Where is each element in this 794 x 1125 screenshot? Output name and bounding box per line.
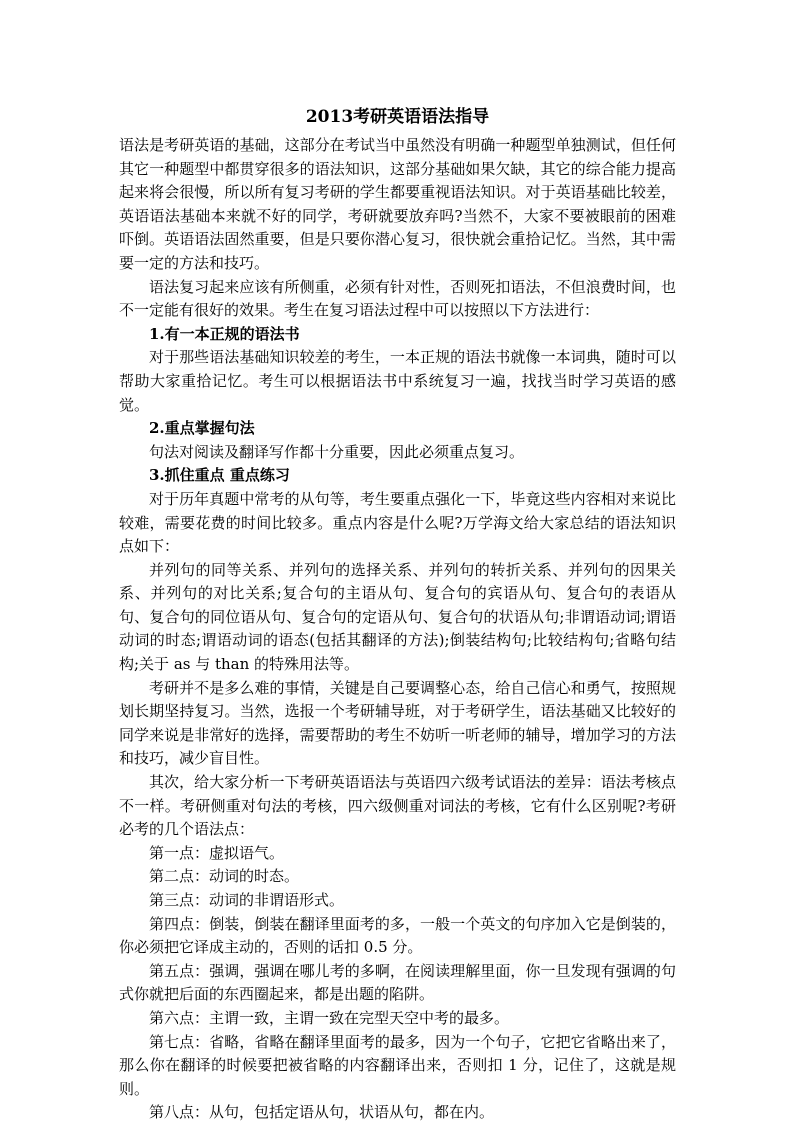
grammar-point-4: 第四点：倒装，倒装在翻译里面考的多，一般一个英文的句序加入它是倒装的，你必须把它译成主动的，否则的话扣 0.5 分。	[119, 914, 676, 957]
body-paragraph: 并列句的同等关系、并列句的选择关系、并列句的转折关系、并列句的因果关系、并列句的对比关系;复合句的主语从句、复合句的宾语从句、复合句的表语从句、复合句的同位语从句、复合句的定语从句、复合句的状语从句;非谓语动词;谓语动词的时态;谓语动词的语态(包括其翻译的方法);倒装结构句;比较结构句;省略句结构;关于 as 与 than 的特殊用法等。	[119, 560, 676, 674]
grammar-point-8: 第八点：从句，包括定语从句，状语从句，都在内。	[149, 1103, 495, 1122]
intro-paragraph: 语法是考研英语的基础，这部分在考试当中虽然没有明确一种题型单独测试，但任何其它一种题型中都贯穿很多的语法知识，这部分基础如果欠缺，其它的综合能力提高起来将会很慢，所以所有复习考研的学生都要重视语法知识。对于英语基础比较差，英语语法基础本来就不好的同学，考研就要放弃吗?当然不，大家不要被眼前的困难吓倒。英语语法固然重要，但是只要你潜心复习，很快就会重拾记忆。当然，其中需要一定的方法和技巧。	[119, 136, 676, 272]
document-page	[119, 104, 676, 1125]
section-heading-2: 2.重点掌握句法	[149, 419, 255, 438]
section-heading-3: 3.抓住重点 重点练习	[149, 466, 290, 485]
method-intro-paragraph: 语法复习起来应该有所侧重，必须有针对性，否则死扣语法，不但浪费时间，也不一定能有很好的效果。考生在复习语法过程中可以按照以下方法进行：	[119, 277, 676, 320]
body-paragraph: 对于那些语法基础知识较差的考生，一本正规的语法书就像一本词典，随时可以帮助大家重拾记忆。考生可以根据语法书中系统复习一遍，找找当时学习英语的感觉。	[119, 348, 676, 414]
grammar-point-7: 第七点：省略，省略在翻译里面考的最多，因为一个句子，它把它省略出来了，那么你在翻译的时候要把被省略的内容翻译出来，否则扣 1 分，记住了，这就是规则。	[119, 1032, 676, 1098]
body-paragraph: 句法对阅读及翻译写作都十分重要，因此必须重点复习。	[149, 442, 525, 461]
page-title: 2013考研英语语法指导	[305, 107, 490, 127]
body-paragraph: 考研并不是多么难的事情，关键是自己要调整心态，给自己信心和勇气，按照规划长期坚持复习。当然，选报一个考研辅导班，对于考研学生，语法基础又比较好的同学来说是非常好的选择，需要帮助的考生不妨听一听老师的辅导，增加学习的方法和技巧，减少盲目性。	[119, 678, 676, 768]
section-heading-1: 1.有一本正规的语法书	[149, 324, 300, 343]
grammar-point-1: 第一点：虚拟语气。	[149, 843, 285, 862]
grammar-point-6: 第六点：主谓一致，主谓一致在完型天空中考的最多。	[149, 1008, 510, 1027]
grammar-point-5: 第五点：强调，强调在哪儿考的多啊，在阅读理解里面，你一旦发现有强调的句式你就把后面的东西圈起来，都是出题的陷阱。	[119, 961, 676, 1004]
grammar-point-3: 第三点：动词的非谓语形式。	[149, 891, 345, 909]
body-paragraph: 其次，给大家分析一下考研英语语法与英语四六级考试语法的差异：语法考核点不一样。考研侧重对句法的考核，四六级侧重对词法的考核，它有什么区别呢?考研必考的几个语法点：	[119, 773, 676, 839]
grammar-point-2: 第二点：动词的时态。	[149, 867, 300, 886]
body-paragraph: 对于历年真题中常考的从句等，考生要重点强化一下，毕竟这些内容相对来说比较难，需要花费的时间比较多。重点内容是什么呢?万学海文给大家总结的语法知识点如下：	[119, 489, 676, 556]
